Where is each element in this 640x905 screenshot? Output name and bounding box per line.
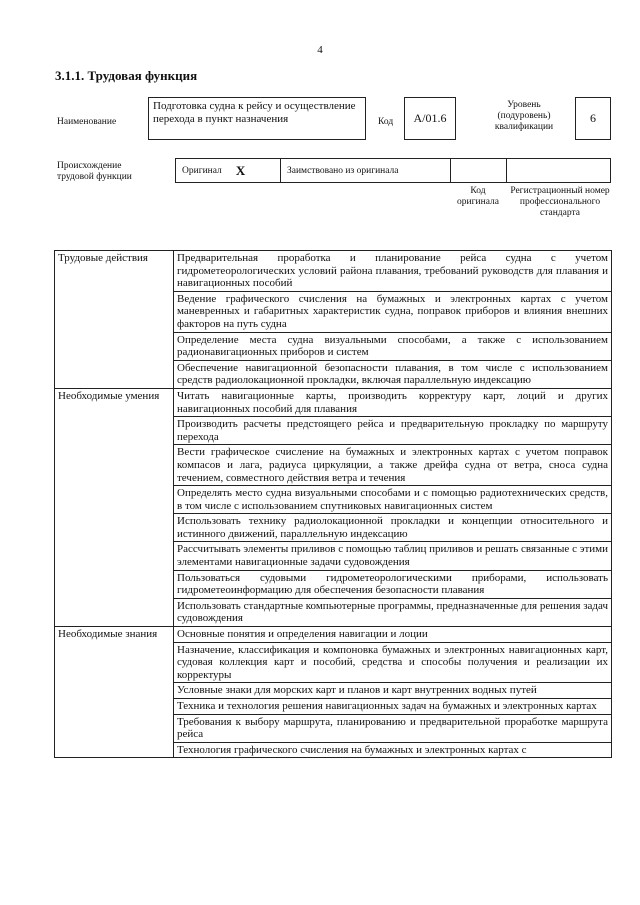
function-table	[54, 250, 612, 758]
item-cell: Требования к выбору маршрута, планированию и предварительной проработке маршрута рейса	[174, 714, 612, 742]
item-cell: Ведение графического счисления на бумажных и электронных картах с учетом маневренных и габаритных характеристик судна, поправок приборов и влияния внешних факторов на путь судна	[174, 291, 612, 332]
code-original-cell	[451, 159, 507, 182]
item-cell: Предварительная проработка и планирование рейса судна с учетом гидрометеорологических условий района плавания, требований руководств для плавания и навигационных пособий	[174, 251, 612, 292]
code-value: A/01.6	[404, 97, 456, 140]
name-value: Подготовка судна к рейсу и осуществление перехода в пункт назначения	[148, 97, 366, 140]
category-cell: Необходимые знания	[55, 627, 174, 758]
item-cell: Производить расчеты предстоящего рейса и предварительную прокладку по маршруту перехода	[174, 417, 612, 445]
level-value: 6	[575, 97, 611, 140]
borrowed-label: Заимствовано из оригинала	[287, 165, 399, 176]
original-label: Оригинал	[182, 165, 222, 176]
original-mark: X	[235, 162, 246, 178]
borrowed-cell	[281, 159, 451, 182]
name-label: Наименование	[57, 117, 117, 127]
item-cell: Определение места судна визуальными способами, а также с использованием радионавигационных приборов и систем	[174, 332, 612, 360]
item-cell: Использовать технику радиолокационной прокладки и концепции относительного и истинного движений, параллельную индексацию	[174, 514, 612, 542]
table-row	[55, 251, 612, 292]
item-cell: Назначение, классификация и компоновка бумажных и электронных навигационных карт, судовая коллекция карт и пособий, средства и способы получения и реализации их корректуры	[174, 642, 612, 683]
origin-label: Происхождение трудовой функции	[57, 161, 132, 182]
reg-number-label: Регистрационный номер профессионального стандарта	[510, 186, 610, 218]
item-cell: Пользоваться судовыми гидрометеорологическими приборами, использовать гидрометеоинформацию для обеспечения безопасности плавания	[174, 570, 612, 598]
item-cell: Обеспечение навигационной безопасности плавания, в том числе с использованием средств радиолокационной прокладки, включая параллельную индексацию	[174, 360, 612, 388]
origin-row	[175, 158, 611, 183]
section-title: 3.1.1. Трудовая функция	[55, 68, 198, 83]
item-cell: Условные знаки для морских карт и планов и карт внутренних водных путей	[174, 683, 612, 699]
item-cell: Использовать стандартные компьютерные программы, предназначенные для решения задач судовождения	[174, 598, 612, 626]
original-cell	[176, 159, 281, 182]
table-row	[55, 388, 612, 416]
item-cell: Рассчитывать элементы приливов с помощью таблиц приливов и решать связанные с этими элементами навигационные задачи судовождения	[174, 542, 612, 570]
category-cell: Трудовые действия	[55, 251, 174, 389]
page-number: 4	[317, 44, 323, 56]
code-original-label: Код оригинала	[457, 186, 499, 207]
category-cell: Необходимые умения	[55, 388, 174, 626]
reg-number-cell	[507, 159, 610, 182]
item-cell: Технология графического счисления на бумажных и электронных картах с	[174, 742, 612, 758]
table-row	[55, 627, 612, 643]
code-label: Код	[378, 117, 394, 127]
item-cell: Техника и технология решения навигационных задач на бумажных и электронных картах	[174, 699, 612, 715]
item-cell: Основные понятия и определения навигации и лоции	[174, 627, 612, 643]
item-cell: Определять место судна визуальными способами и с помощью радиотехнических средств, в том числе с использованием спутниковых навигационных систем	[174, 486, 612, 514]
level-label: Уровень (подуровень) квалификации	[494, 100, 554, 132]
item-cell: Читать навигационные карты, производить корректуру карт, лоций и других навигационных пособий для плавания	[174, 388, 612, 416]
item-cell: Вести графическое счисление на бумажных и электронных картах с учетом поправок компасов и лага, радиуса циркуляции, а также дрейфа судна от ветра, сноса судна течением, совместного действия ветра и течения	[174, 445, 612, 486]
